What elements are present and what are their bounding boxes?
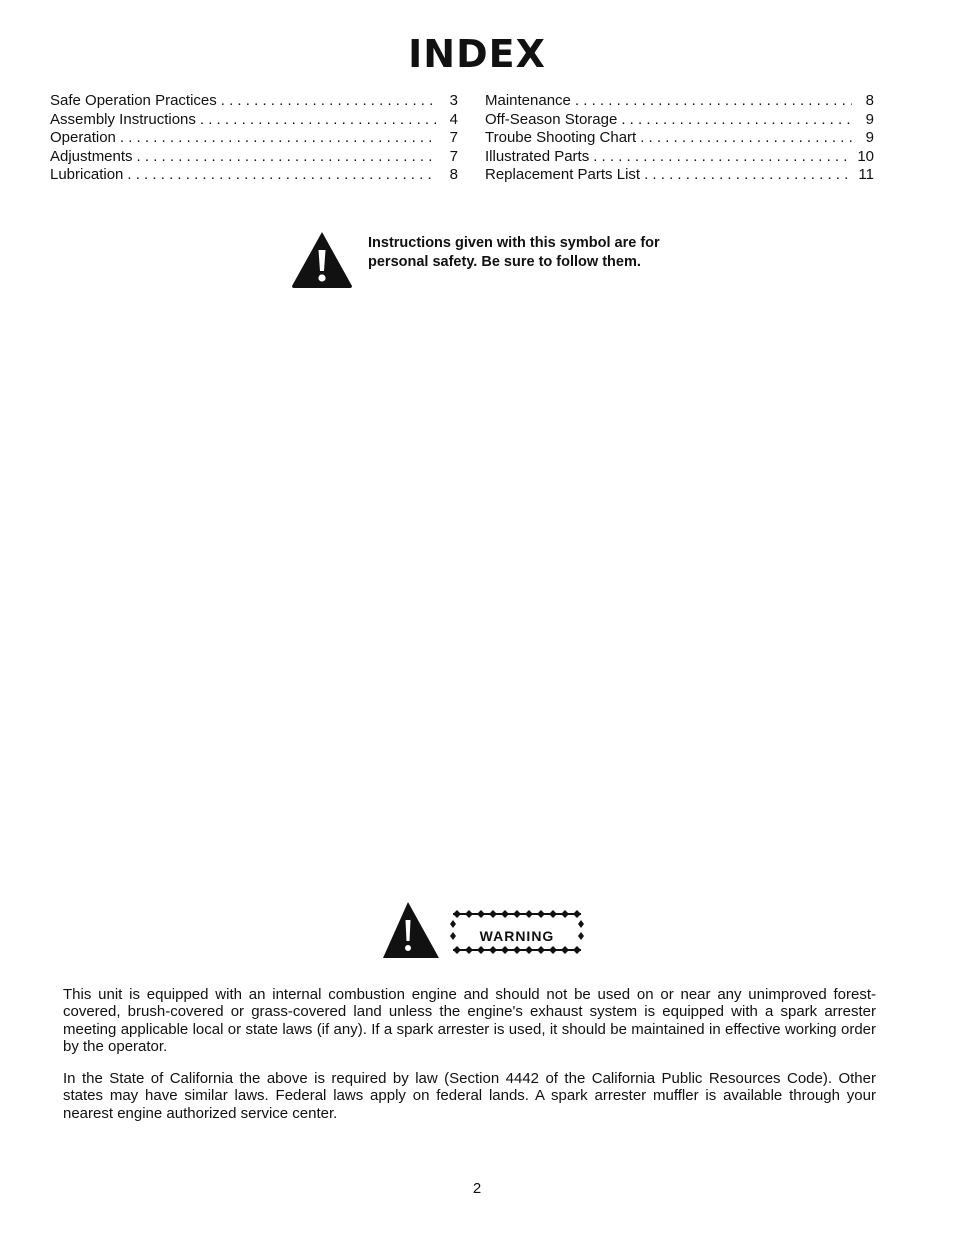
index-entry-label: Maintenance [485,92,571,109]
index-entry [485,166,874,185]
index-entry [50,148,458,167]
warning-triangle-icon [290,230,354,290]
index-entry-label: Off-Season Storage [485,110,618,128]
index-entry-label: Troube Shooting Chart [485,129,637,147]
index-entry-page: 8 [449,166,458,184]
index-entry-label: Safe Operation Practices [50,92,217,109]
index-entry-label: Lubrication [50,166,124,184]
index-entry [50,111,458,130]
dot-leader [640,129,852,148]
dot-leader [221,92,436,111]
index-entry-page: 10 [857,147,874,165]
index-entry [485,129,874,148]
index-entry-label: Operation [50,129,116,147]
index-entry-page: 9 [865,129,874,147]
index-column-right [485,92,874,185]
dot-leader [120,129,436,148]
index-entry-page: 8 [865,92,874,109]
california-law-paragraph: In the State of California the above is required by law (Section 4442 of the California Public Resources Code). Other states may have similar laws. Federal laws apply on federal lands. A spark arrester muffler is available through your nearest engine authorized service center. [63,1070,876,1122]
warning-triangle-icon [381,900,443,960]
index-entry [485,148,874,167]
index-entry-page: 11 [858,166,874,184]
index-entry [50,166,458,185]
dot-leader [127,166,436,185]
safety-symbol-note [290,230,710,292]
spark-arrester-paragraph: This unit is equipped with an internal combustion engine and should not be used on or near any unimproved forest-covered, brush-covered or grass-covered land unless the engine's exhaust system is equipped with a spark arrester meeting applicable local or state laws (if any). If a spark arrester is used, it should be maintained in effective working order by the operator. [63,986,876,1056]
index-entry-label: Illustrated Parts [485,147,590,165]
index-entry-label: Adjustments [50,147,133,165]
warning-banner [381,900,591,962]
warning-label-box [447,906,587,956]
index-entry-page: 9 [865,110,874,128]
index-entry-page: 7 [449,129,458,147]
index-entry [485,92,874,111]
dot-leader [575,92,852,111]
index-column-left [50,92,458,185]
dot-leader [644,166,852,185]
dot-leader [621,111,852,130]
index-entry [50,92,458,111]
page-number: 2 [472,1180,482,1197]
dot-leader [137,148,436,167]
dot-leader [200,111,436,130]
index-entry [50,129,458,148]
page-title: INDEX [408,32,546,76]
index-entry-label: Replacement Parts List [485,166,641,184]
dot-leader [593,148,852,167]
index-entry [485,111,874,130]
safety-note-text: Instructions given with this symbol are for personal safety. Be sure to follow them. [368,235,660,270]
index-entry-page: 7 [449,147,458,165]
index-entry-page: 4 [449,110,458,128]
index-entry-label: Assembly Instructions [50,110,196,128]
warning-label: WARNING [479,928,555,944]
index-entry-page: 3 [449,92,458,109]
